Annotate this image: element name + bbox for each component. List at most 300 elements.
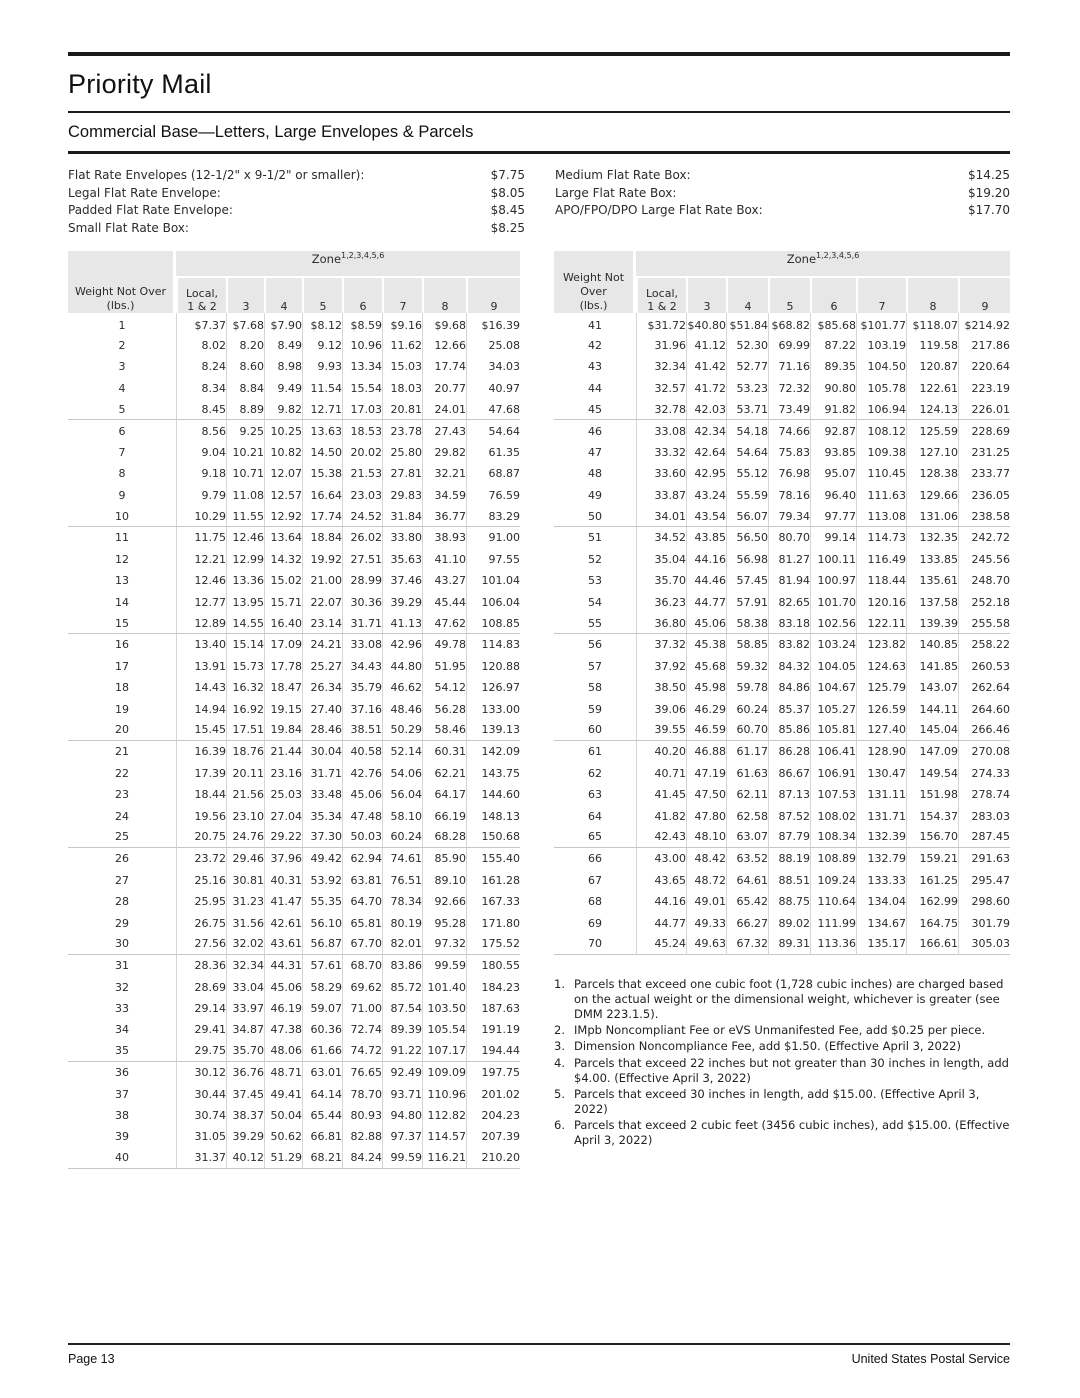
rate-cell: 85.72: [382, 976, 422, 997]
rate-cell: 113.36: [810, 934, 856, 955]
rate-cell: 305.03: [958, 934, 1010, 955]
rate-cell: 25.03: [264, 784, 302, 805]
rate-cell: 151.98: [906, 784, 958, 805]
weight-cell: 53: [588, 574, 602, 588]
rate-cell: 99.59: [382, 1148, 422, 1169]
rate-cell: 54.06: [382, 763, 422, 784]
rate-cell: 88.19: [768, 848, 810, 869]
rate-cell: 86.67: [768, 763, 810, 784]
rate-cell: 50.03: [342, 827, 382, 848]
rate-cell: 59.32: [726, 656, 768, 677]
rate-row: [554, 399, 1010, 420]
rate-cell: 144.60: [466, 784, 520, 805]
rate-cell: 36.77: [422, 506, 466, 527]
weight-cell: 4: [118, 381, 126, 395]
rate-cell: 44.46: [686, 570, 726, 591]
rate-row: [68, 1126, 520, 1147]
rate-cell: 147.09: [906, 741, 958, 762]
rate-cell: 30.12: [176, 1062, 226, 1083]
rate-cell: 43.65: [636, 870, 686, 891]
rate-cell: 12.46: [176, 570, 226, 591]
rate-cell: 41.45: [636, 784, 686, 805]
rate-row: [554, 677, 1010, 698]
rate-cell: 65.81: [342, 912, 382, 933]
rate-cell: 15.45: [176, 720, 226, 741]
rate-cell: $7.90: [264, 313, 302, 334]
flat-rate-price: $14.25: [968, 168, 1010, 182]
right-column: [554, 251, 1010, 1149]
flat-rate-group-right: [555, 167, 1010, 237]
flat-rate-row: [68, 202, 525, 220]
rate-cell: 80.93: [342, 1105, 382, 1126]
rate-cell: 42.64: [686, 442, 726, 463]
rate-cell: 87.54: [382, 998, 422, 1019]
rate-cell: 62.21: [422, 763, 466, 784]
rate-cell: 62.11: [726, 784, 768, 805]
rate-cell: $8.59: [342, 313, 382, 334]
rate-cell: 201.02: [466, 1083, 520, 1104]
flat-rate-row: [68, 185, 525, 203]
rate-cell: 180.55: [466, 955, 520, 976]
rate-cell: 81.27: [768, 549, 810, 570]
weight-cell: 5: [68, 399, 176, 420]
rate-cell: 31.23: [226, 891, 264, 912]
rate-cell: 48.42: [686, 848, 726, 869]
rate-cell: 82.88: [342, 1126, 382, 1147]
rate-row: [68, 677, 520, 698]
rate-cell: 106.91: [810, 763, 856, 784]
rate-cell: $85.68: [810, 313, 856, 334]
rate-cell: 120.88: [466, 656, 520, 677]
rate-cell: 54.64: [726, 442, 768, 463]
weight-cell: 43: [588, 360, 602, 374]
rate-row: [554, 549, 1010, 570]
rate-row: [554, 378, 1010, 399]
weight-cell: 52: [588, 552, 602, 566]
rate-cell: 56.87: [302, 934, 342, 955]
rate-cell: 35.04: [636, 549, 686, 570]
rate-cell: 40.58: [342, 741, 382, 762]
rate-cell: 10.29: [176, 506, 226, 527]
weight-cell: 19: [115, 702, 129, 716]
weight-cell: 36: [115, 1066, 129, 1080]
rate-row: [554, 570, 1010, 591]
rate-cell: 10.21: [226, 442, 264, 463]
weight-cell: 68: [588, 895, 602, 909]
rate-cell: 27.04: [264, 805, 302, 826]
rate-cell: 74.72: [342, 1041, 382, 1062]
rate-cell: 134.04: [856, 891, 906, 912]
rate-cell: 50.29: [382, 720, 422, 741]
weight-cell: 32: [115, 980, 129, 994]
rate-cell: 9.25: [226, 420, 264, 441]
rate-cell: 41.82: [636, 805, 686, 826]
rate-cell: 106.41: [810, 741, 856, 762]
weight-cell: 42: [588, 338, 602, 352]
weight-cell: 35: [68, 1041, 176, 1062]
rate-cell: 258.22: [958, 634, 1010, 655]
rate-row: [554, 870, 1010, 891]
rate-cell: 40.97: [466, 378, 520, 399]
rate-cell: 61.35: [466, 442, 520, 463]
rate-cell: 91.22: [382, 1041, 422, 1062]
rate-cell: 71.00: [342, 998, 382, 1019]
flat-rate-label: Legal Flat Rate Envelope:: [68, 185, 221, 200]
rate-cell: 83.29: [466, 506, 520, 527]
rate-row: [554, 634, 1010, 655]
rate-cell: $16.39: [466, 313, 520, 334]
rate-cell: 83.82: [768, 634, 810, 655]
rate-cell: 100.11: [810, 549, 856, 570]
weight-cell: 45: [554, 399, 636, 420]
rate-cell: 45.06: [686, 613, 726, 634]
rate-cell: 107.17: [422, 1041, 466, 1062]
weight-cell: 16: [115, 638, 129, 652]
rate-cell: 55.59: [726, 485, 768, 506]
rate-cell: 18.03: [382, 378, 422, 399]
rate-cell: 255.58: [958, 613, 1010, 634]
rate-cell: 66.19: [422, 805, 466, 826]
weight-cell: 9: [118, 488, 126, 502]
weight-cell: 15: [68, 613, 176, 634]
rate-cell: 109.38: [856, 442, 906, 463]
rate-cell: 91.00: [466, 527, 520, 548]
rate-cell: 94.80: [382, 1105, 422, 1126]
rate-cell: 148.13: [466, 805, 520, 826]
rate-cell: 34.43: [342, 656, 382, 677]
rate-cell: 175.52: [466, 934, 520, 955]
rate-cell: 9.49: [264, 378, 302, 399]
rate-cell: 16.32: [226, 677, 264, 698]
weight-cell: 70: [554, 934, 636, 955]
weight-cell: 3: [118, 360, 126, 374]
rate-cell: 43.27: [422, 570, 466, 591]
rate-row: [68, 442, 520, 463]
rate-cell: 31.84: [382, 506, 422, 527]
rate-cell: 55.35: [302, 891, 342, 912]
footnote-text: Parcels that exceed 30 inches in length, add $15.00. (Effective April 3, 2022): [574, 1086, 980, 1116]
rate-cell: 236.05: [958, 485, 1010, 506]
rate-cell: 25.08: [466, 335, 520, 356]
rate-table-1-40: [68, 251, 520, 1169]
rate-cell: 99.14: [810, 527, 856, 548]
rate-cell: 28.46: [302, 720, 342, 741]
rate-cell: 72.74: [342, 1019, 382, 1040]
rate-cell: 63.01: [302, 1062, 342, 1083]
rate-cell: 39.55: [636, 720, 686, 741]
rate-cell: 18.53: [342, 420, 382, 441]
rate-cell: 15.02: [264, 570, 302, 591]
rate-row: [68, 998, 520, 1019]
rate-cell: 24.01: [422, 399, 466, 420]
rate-cell: 74.66: [768, 420, 810, 441]
weight-cell: 18: [115, 681, 129, 695]
organization-name: United States Postal Service: [851, 1352, 1010, 1366]
rate-cell: 204.23: [466, 1105, 520, 1126]
zone-column-header: 7: [856, 278, 906, 313]
rate-cell: 64.17: [422, 784, 466, 805]
footnote-number: 5.: [554, 1086, 565, 1101]
weight-cell: 1: [118, 318, 126, 332]
weight-cell: 21: [115, 745, 129, 759]
rate-cell: 8.49: [264, 335, 302, 356]
rate-cell: 103.19: [856, 335, 906, 356]
rate-cell: 101.04: [466, 570, 520, 591]
zone-column-header: 4: [726, 278, 768, 313]
rate-cell: 38.50: [636, 677, 686, 698]
rate-cell: 37.30: [302, 827, 342, 848]
rate-cell: 155.40: [466, 848, 520, 869]
rate-cell: 31.71: [342, 613, 382, 634]
rate-cell: 118.44: [856, 570, 906, 591]
rate-cell: 87.79: [768, 827, 810, 848]
rate-cell: 13.95: [226, 591, 264, 612]
rate-cell: 108.34: [810, 827, 856, 848]
rate-row: [68, 549, 520, 570]
rate-cell: $118.07: [906, 313, 958, 334]
rate-cell: 8.02: [176, 335, 226, 356]
rate-cell: 12.57: [264, 485, 302, 506]
flat-rate-price: $17.70: [968, 203, 1010, 218]
rate-table-1-40-container: [68, 251, 520, 1169]
rate-cell: 15.73: [226, 656, 264, 677]
rate-cell: 84.32: [768, 656, 810, 677]
rate-cell: 161.25: [906, 870, 958, 891]
rate-cell: 103.50: [422, 998, 466, 1019]
rate-cell: 32.78: [636, 399, 686, 420]
footnote: [554, 1056, 1010, 1086]
rate-cell: 83.86: [382, 955, 422, 976]
weight-cell: 64: [588, 809, 602, 823]
rate-cell: 226.01: [958, 399, 1010, 420]
rate-cell: 114.83: [466, 634, 520, 655]
rate-cell: 8.24: [176, 356, 226, 377]
rate-cell: 14.94: [176, 698, 226, 719]
rate-cell: 29.83: [382, 485, 422, 506]
rate-cell: 87.52: [768, 805, 810, 826]
rate-cell: 223.19: [958, 378, 1010, 399]
flat-rate-label: Medium Flat Rate Box:: [555, 168, 691, 182]
rate-table-41-70: [554, 251, 1010, 955]
weight-cell: 62: [588, 766, 602, 780]
rate-row: [68, 356, 520, 377]
rate-cell: 132.39: [856, 827, 906, 848]
rate-cell: 131.11: [856, 784, 906, 805]
rate-cell: 57.91: [726, 591, 768, 612]
rate-cell: 49.78: [422, 634, 466, 655]
rate-cell: 197.75: [466, 1062, 520, 1083]
weight-cell: 2: [118, 338, 126, 352]
rate-cell: 68.87: [466, 463, 520, 484]
weight-cell: 34: [115, 1023, 129, 1037]
rate-cell: 109.09: [422, 1062, 466, 1083]
rate-cell: 21.56: [226, 784, 264, 805]
footnote: [554, 977, 1010, 1022]
rate-cell: 89.31: [768, 934, 810, 955]
rate-cell: 45.68: [686, 656, 726, 677]
rate-cell: 41.72: [686, 378, 726, 399]
rate-cell: 29.46: [226, 848, 264, 869]
rate-cell: 30.04: [302, 741, 342, 762]
rate-cell: 8.20: [226, 335, 264, 356]
weight-cell: 61: [588, 745, 602, 759]
weight-cell: 57: [588, 659, 602, 673]
weight-cell: 7: [118, 445, 126, 459]
rate-cell: 110.96: [422, 1083, 466, 1104]
rate-cell: 31.05: [176, 1126, 226, 1147]
footnote-number: 1.: [554, 977, 565, 992]
rate-cell: 97.37: [382, 1126, 422, 1147]
rate-cell: 12.07: [264, 463, 302, 484]
weight-cell: 23: [115, 788, 129, 802]
rate-row: [68, 741, 520, 762]
rate-cell: 42.34: [686, 420, 726, 441]
weight-cell: 20: [68, 720, 176, 741]
weight-cell: 46: [588, 424, 602, 438]
rate-cell: 97.77: [810, 506, 856, 527]
rate-cell: 10.25: [264, 420, 302, 441]
rate-row: [68, 698, 520, 719]
rate-cell: 9.82: [264, 399, 302, 420]
rate-cell: 207.39: [466, 1126, 520, 1147]
rate-cell: 126.59: [856, 698, 906, 719]
rate-cell: 245.56: [958, 549, 1010, 570]
rate-cell: 132.35: [906, 527, 958, 548]
rate-cell: 26.34: [302, 677, 342, 698]
rate-cell: 127.40: [856, 720, 906, 741]
rate-cell: 12.77: [176, 591, 226, 612]
rate-cell: 20.75: [176, 827, 226, 848]
rate-cell: 20.77: [422, 378, 466, 399]
zone-column-header: 5: [768, 278, 810, 313]
rate-cell: 49.41: [264, 1083, 302, 1104]
rate-cell: 135.61: [906, 570, 958, 591]
rate-cell: 50.62: [264, 1126, 302, 1147]
zone-column-header: 5: [302, 278, 342, 313]
rate-cell: 133.00: [466, 698, 520, 719]
rate-cell: 37.96: [264, 848, 302, 869]
rate-cell: 132.79: [856, 848, 906, 869]
rate-cell: 55.12: [726, 463, 768, 484]
rate-cell: 48.46: [382, 698, 422, 719]
rate-cell: 42.95: [686, 463, 726, 484]
rate-cell: 93.85: [810, 442, 856, 463]
rate-cell: 56.04: [382, 784, 422, 805]
weight-cell: 39: [115, 1130, 129, 1144]
rate-cell: 35.70: [226, 1041, 264, 1062]
rate-cell: 36.23: [636, 591, 686, 612]
subtitle-rule: [68, 151, 1010, 154]
rate-cell: 133.85: [906, 549, 958, 570]
rate-cell: 102.56: [810, 613, 856, 634]
rate-cell: 105.78: [856, 378, 906, 399]
rate-cell: 21.53: [342, 463, 382, 484]
rate-row: [554, 805, 1010, 826]
rate-cell: 46.29: [686, 698, 726, 719]
rate-cell: 252.18: [958, 591, 1010, 612]
rate-cell: 139.39: [906, 613, 958, 634]
rate-cell: 19.84: [264, 720, 302, 741]
rate-cell: 38.51: [342, 720, 382, 741]
rate-cell: 13.40: [176, 634, 226, 655]
footnote-text: Dimension Noncompliance Fee, add $1.50. (Effective April 3, 2022): [574, 1039, 961, 1054]
rate-cell: 19.92: [302, 549, 342, 570]
weight-cell: 12: [115, 552, 129, 566]
weight-cell: 41: [588, 318, 602, 332]
rate-cell: 29.41: [176, 1019, 226, 1040]
rate-cell: 274.33: [958, 763, 1010, 784]
zone-column-header: 9: [958, 278, 1010, 313]
rate-cell: 154.37: [906, 805, 958, 826]
rate-cell: 11.08: [226, 485, 264, 506]
rate-cell: 34.52: [636, 527, 686, 548]
rate-cell: 25.80: [382, 442, 422, 463]
rate-cell: 31.37: [176, 1148, 226, 1169]
rate-cell: 35.79: [342, 677, 382, 698]
rate-row: [68, 848, 520, 869]
rate-cell: 48.06: [264, 1041, 302, 1062]
flat-rate-price: $8.45: [490, 203, 525, 218]
rate-cell: 33.08: [636, 420, 686, 441]
rate-cell: 20.11: [226, 763, 264, 784]
top-rule: [68, 52, 1010, 56]
rate-cell: 25.27: [302, 656, 342, 677]
rate-cell: 34.01: [636, 506, 686, 527]
rate-row: [68, 1041, 520, 1062]
rate-row: [68, 313, 520, 334]
rate-cell: 52.30: [726, 335, 768, 356]
rate-cell: 144.11: [906, 698, 958, 719]
rate-cell: 43.24: [686, 485, 726, 506]
rate-cell: 8.84: [226, 378, 264, 399]
flat-rate-label: Flat Rate Envelopes (12-1/2" x 9-1/2" or smaller):: [68, 168, 365, 182]
weight-cell: 51: [588, 531, 602, 545]
flat-rate-row: [68, 220, 525, 238]
rate-cell: 46.88: [686, 741, 726, 762]
rate-cell: 130.47: [856, 763, 906, 784]
rate-cell: 61.17: [726, 741, 768, 762]
rate-cell: 67.70: [342, 934, 382, 955]
rate-cell: 59.78: [726, 677, 768, 698]
rate-cell: 72.32: [768, 378, 810, 399]
rate-cell: 13.91: [176, 656, 226, 677]
weight-cell: 60: [554, 720, 636, 741]
rate-cell: 33.60: [636, 463, 686, 484]
rate-cell: 15.38: [302, 463, 342, 484]
rate-cell: $9.68: [422, 313, 466, 334]
rate-cell: 44.16: [686, 549, 726, 570]
weight-cell: 29: [115, 916, 129, 930]
rate-cell: 120.87: [906, 356, 958, 377]
rate-cell: $7.37: [176, 313, 226, 334]
rate-cell: 84.24: [342, 1148, 382, 1169]
footnote: [554, 1039, 1010, 1054]
rate-cell: 24.76: [226, 827, 264, 848]
flat-rate-summary: [68, 167, 1010, 237]
rate-cell: 85.86: [768, 720, 810, 741]
rate-cell: 49.63: [686, 934, 726, 955]
weight-cell: 11: [115, 531, 129, 545]
rate-row: [68, 934, 520, 955]
rate-cell: 25.16: [176, 870, 226, 891]
rate-cell: 51.95: [422, 656, 466, 677]
rate-row: [68, 976, 520, 997]
rate-row: [68, 955, 520, 976]
weight-cell: 48: [588, 467, 602, 481]
rate-row: [68, 506, 520, 527]
rate-cell: 47.62: [422, 613, 466, 634]
rate-cell: 27.56: [176, 934, 226, 955]
